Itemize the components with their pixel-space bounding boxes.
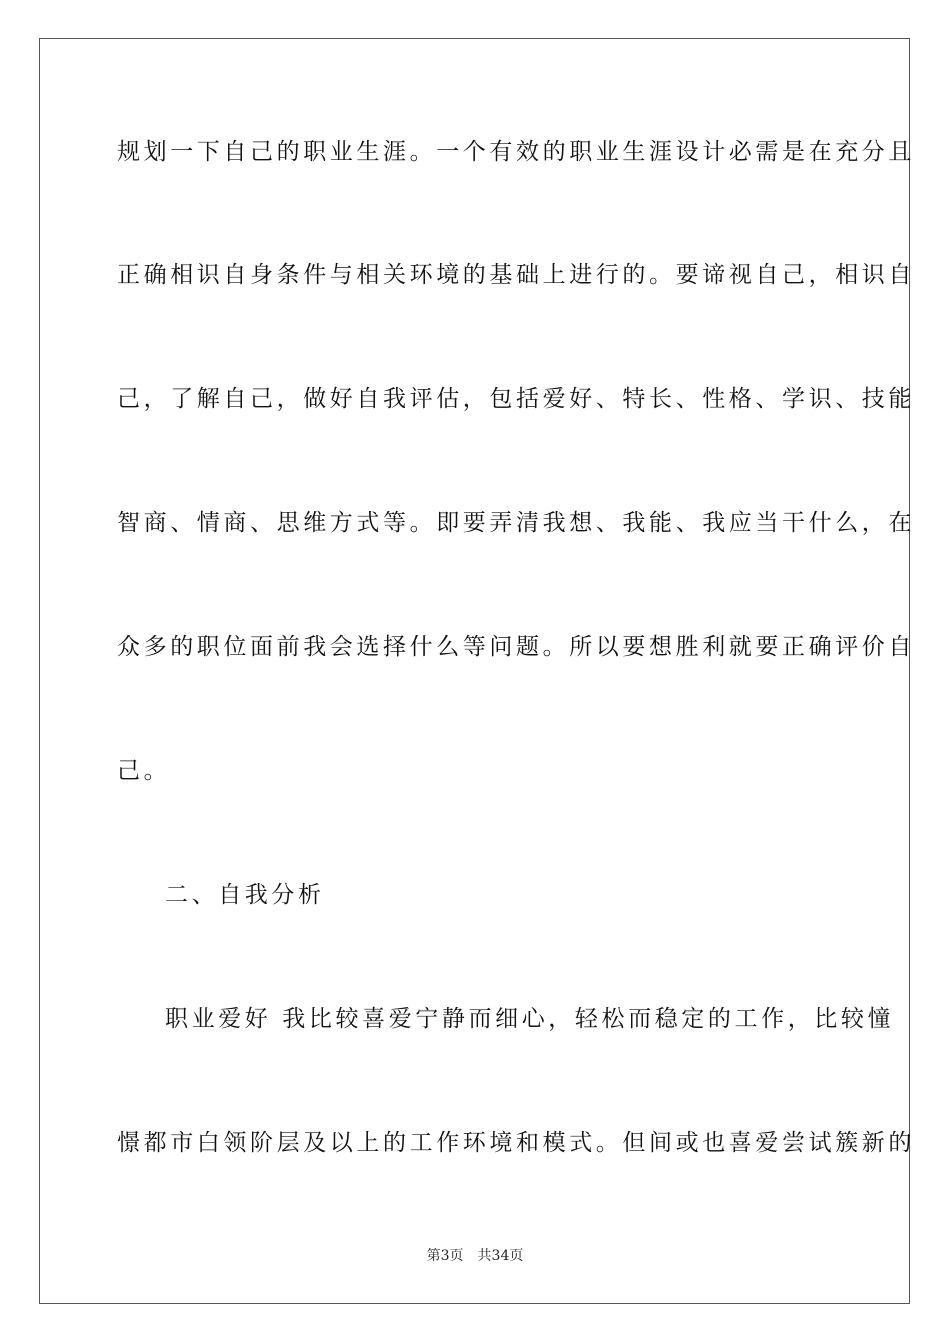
text-line: 正确相识自身条件与相关环境的基础上进行的。要谛视自己，相识自	[117, 262, 915, 288]
text-line: 职业爱好 我比较喜爱宁静而细心，轻松而稳定的工作，比较憧	[165, 1006, 895, 1032]
text-line: 众多的职位面前我会选择什么等问题。所以要想胜利就要正确评价自	[117, 634, 915, 660]
page-number: 第3页	[426, 1248, 464, 1264]
text-line: 憬都市白领阶层及以上的工作环境和模式。但间或也喜爱尝试簇新的	[117, 1130, 915, 1156]
page-total: 共34页	[477, 1248, 524, 1264]
page-border	[39, 38, 915, 1304]
page-footer	[0, 1246, 950, 1266]
text-line: 己。	[117, 758, 171, 784]
section-heading: 二、自我分析	[165, 882, 325, 908]
text-line: 规划一下自己的职业生涯。一个有效的职业生涯设计必需是在充分且	[117, 139, 915, 165]
text-line: 己，了解自己，做好自我评估，包括爱好、特长、性格、学识、技能	[117, 386, 915, 412]
text-line: 智商、情商、思维方式等。即要弄清我想、我能、我应当干什么，在	[117, 510, 915, 536]
